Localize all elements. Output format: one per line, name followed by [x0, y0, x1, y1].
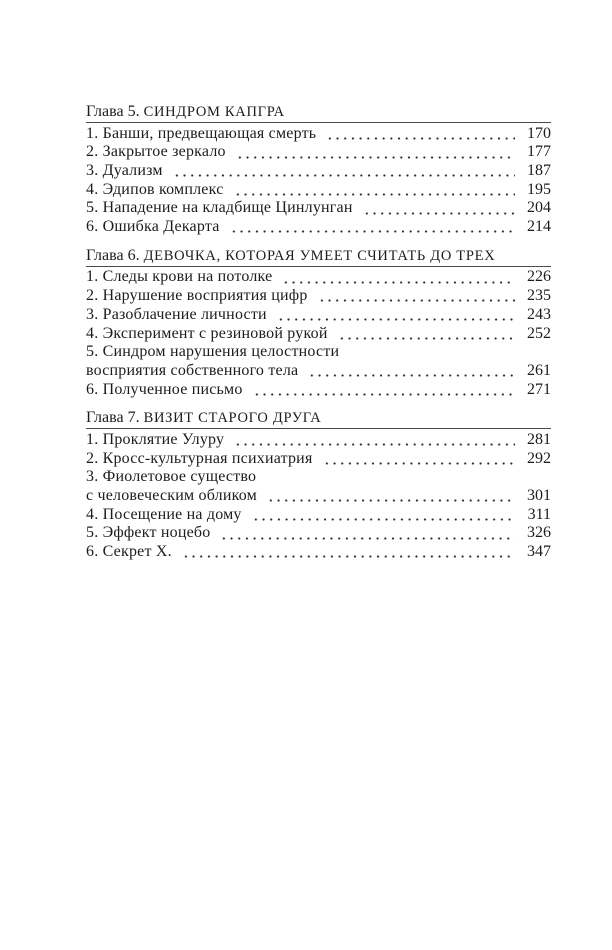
chapter-heading — [86, 247, 551, 267]
chapter-label: Глава 6. — [86, 246, 140, 264]
dot-leader — [236, 143, 515, 162]
toc-entry-line — [86, 487, 551, 506]
page-number: 235 — [527, 287, 551, 305]
toc-entry-line — [86, 343, 551, 362]
page-number: 252 — [527, 324, 551, 342]
toc-entry — [86, 431, 551, 450]
entry-title: 1. Следы крови на потолке — [86, 268, 273, 286]
entry-title: 1. Банши, предвещающая смерть — [86, 124, 317, 142]
toc-entry-line — [86, 468, 551, 487]
toc-entry-multiline — [86, 343, 551, 380]
entry-title-line-1: 5. Синдром нарушения целостности — [86, 343, 340, 361]
chapter-5 — [86, 103, 551, 237]
toc-entry — [86, 543, 551, 562]
entry-title: 3. Разоблачение личности — [86, 305, 267, 323]
page-number: 226 — [527, 268, 551, 286]
entry-title: 5. Эффект ноцебо — [86, 524, 211, 542]
toc-entry-line — [86, 362, 551, 381]
chapter-title: ВИЗИТ СТАРОГО ДРУГА — [143, 410, 322, 427]
page-number: 311 — [527, 505, 551, 523]
entry-title: 3. Дуализм — [86, 162, 163, 180]
toc-entry — [86, 524, 551, 543]
toc-entry-multiline — [86, 468, 551, 505]
chapter-title: СИНДРОМ КАПГРА — [143, 104, 285, 120]
toc-entry — [86, 306, 551, 325]
page-number: 204 — [527, 199, 551, 217]
dot-leader — [182, 543, 515, 562]
page-number: 347 — [527, 543, 551, 561]
chapter-label: Глава 5. — [86, 103, 140, 120]
chapter-label: Глава 7. — [86, 409, 140, 427]
dot-leader — [220, 524, 515, 543]
toc-entry — [86, 162, 551, 181]
dot-leader — [230, 218, 515, 237]
page-number: 170 — [527, 124, 551, 142]
toc-entry — [86, 506, 551, 525]
toc-entry — [86, 181, 551, 200]
toc-entry — [86, 450, 551, 469]
entry-title: 6. Ошибка Декарта — [86, 218, 220, 236]
entry-title: 6. Секрет Х. — [86, 543, 172, 561]
page-number: 326 — [527, 524, 551, 542]
dot-leader — [363, 199, 515, 218]
page-number: 301 — [527, 487, 551, 505]
dot-leader — [323, 450, 515, 469]
dot-leader — [338, 325, 515, 344]
dot-leader — [267, 487, 515, 506]
toc-entry — [86, 125, 551, 144]
page-number: 214 — [527, 218, 551, 236]
dot-leader — [282, 269, 515, 288]
toc-entry — [86, 143, 551, 162]
dot-leader — [326, 125, 515, 144]
entry-title: 1. Проклятие Улуру — [86, 430, 225, 448]
page-number: 195 — [527, 180, 551, 198]
entry-title: 5. Нападение на кладбище Цинлунган — [86, 199, 353, 217]
dot-leader — [318, 287, 515, 306]
toc-entry — [86, 199, 551, 218]
dot-leader — [253, 381, 515, 400]
dot-leader — [277, 306, 515, 325]
page-number: 177 — [527, 143, 551, 161]
entry-title-line-2: с человеческим обликом — [86, 487, 257, 505]
toc-entry — [86, 269, 551, 288]
table-of-contents — [86, 103, 551, 562]
dot-leader — [234, 431, 515, 450]
page-number: 281 — [527, 430, 551, 448]
entry-title-line-1: 3. Фиолетовое существо — [86, 468, 257, 486]
entry-title: 2. Закрытое зеркало — [86, 143, 226, 161]
dot-leader — [308, 362, 515, 381]
toc-entry — [86, 325, 551, 344]
entry-title: 4. Эксперимент с резиновой рукой — [86, 324, 328, 342]
toc-entry — [86, 287, 551, 306]
toc-entry — [86, 218, 551, 237]
entry-title: 6. Полученное письмо — [86, 380, 243, 398]
entry-title: 2. Нарушение восприятия цифр — [86, 287, 308, 305]
entry-title: 2. Кросс-культурная психиатрия — [86, 449, 313, 467]
entry-title: 4. Эдипов комплекс — [86, 180, 224, 198]
page-number: 243 — [527, 305, 551, 323]
dot-leader — [252, 506, 515, 525]
chapter-title: ДЕВОЧКА, КОТОРАЯ УМЕЕТ СЧИТАТЬ ДО ТРЕХ — [143, 247, 496, 264]
page-number: 271 — [527, 380, 551, 398]
entry-title-line-2: восприятия собственного тела — [86, 361, 299, 379]
dot-leader — [234, 181, 516, 200]
dot-leader — [173, 162, 515, 181]
chapter-6 — [86, 247, 551, 400]
chapter-heading — [86, 103, 551, 123]
page-number: 187 — [527, 162, 551, 180]
chapter-7 — [86, 409, 551, 562]
entry-title: 4. Посещение на дому — [86, 505, 242, 523]
toc-entry — [86, 381, 551, 400]
page-number: 261 — [527, 361, 551, 379]
page-number: 292 — [527, 449, 551, 467]
chapter-heading — [86, 409, 551, 429]
